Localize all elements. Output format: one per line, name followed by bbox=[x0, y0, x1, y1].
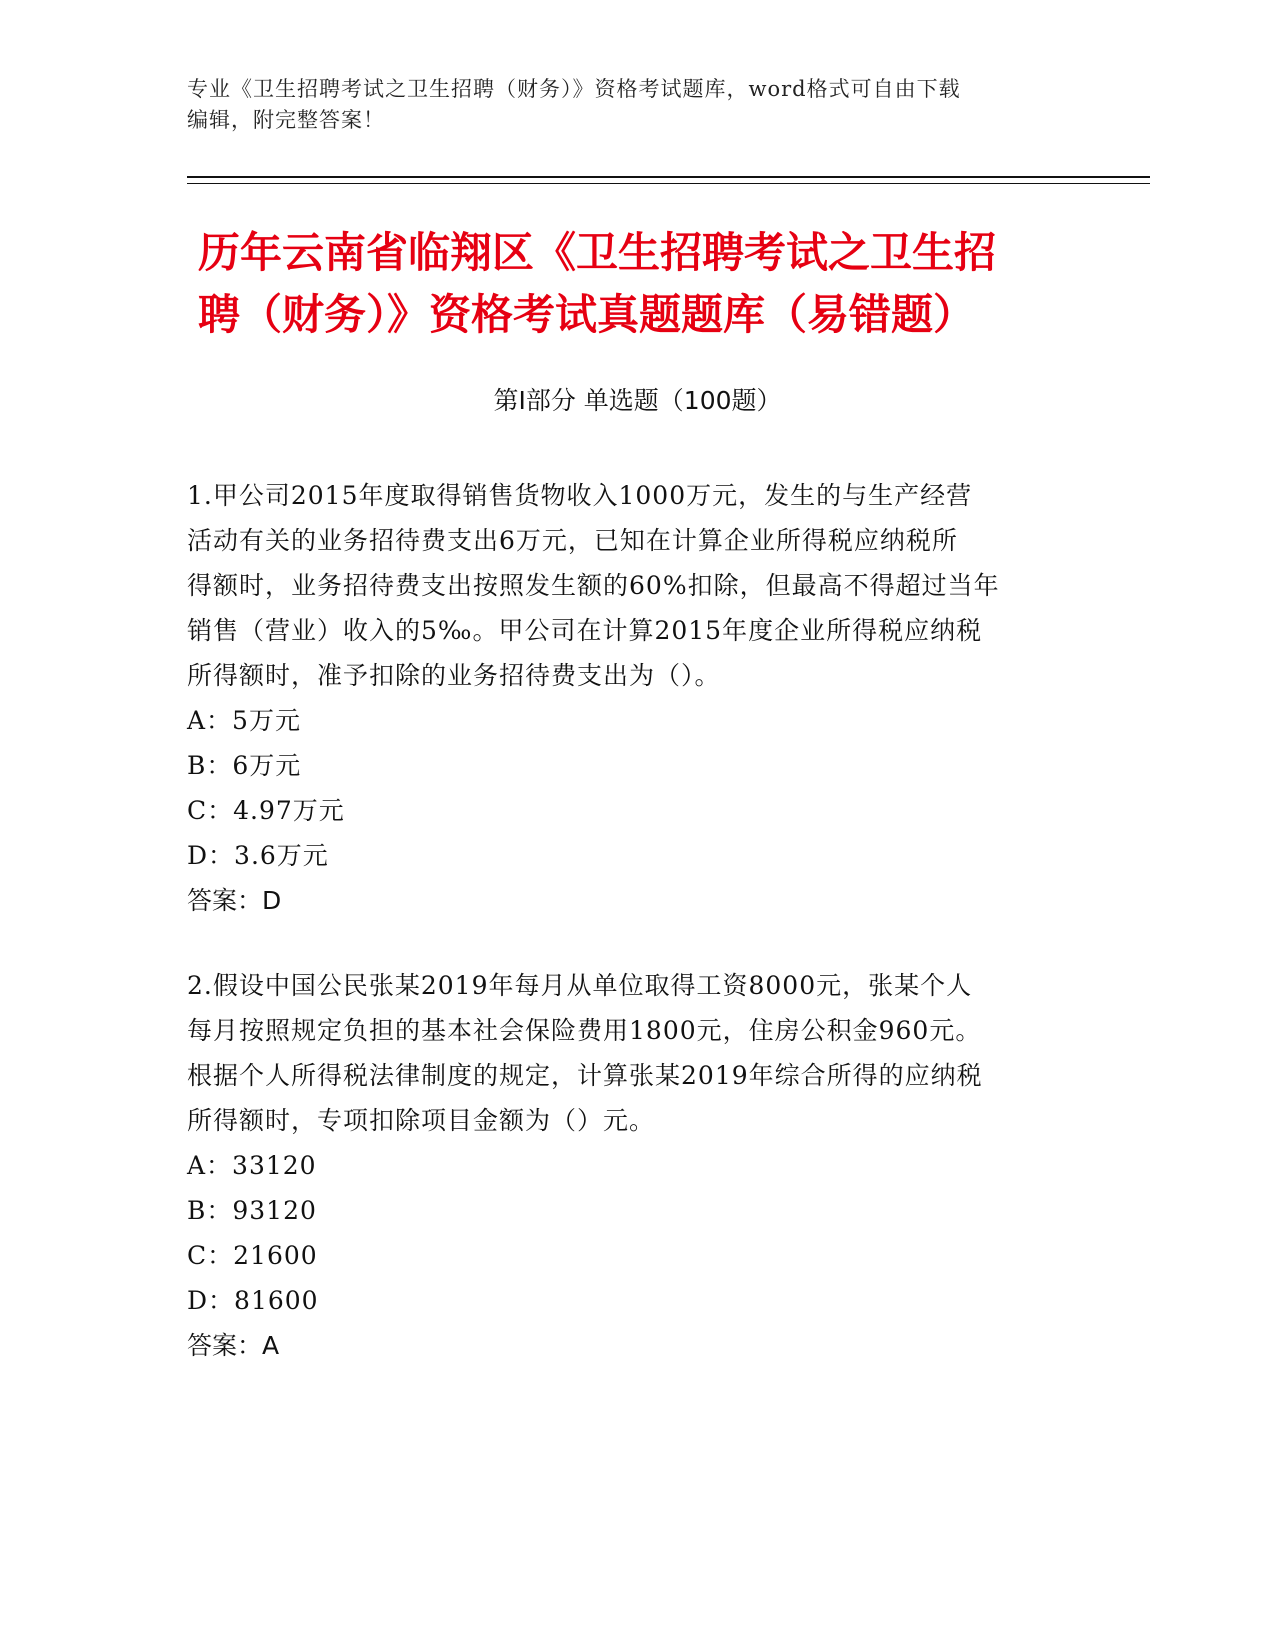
document-title-line-2: 聘（财务）》资格考试真题题库（易错题） bbox=[198, 290, 976, 339]
option-b: B：6万元 bbox=[187, 751, 302, 780]
stem-line: 1.甲公司2015年度取得销售货物收入1000万元，发生的与生产经营 bbox=[187, 481, 973, 510]
document-title bbox=[198, 222, 1098, 346]
answer: 答案：A bbox=[187, 1331, 280, 1360]
header-note bbox=[187, 74, 1087, 136]
stem-line: 活动有关的业务招待费支出6万元，已知在计算企业所得税应纳税所 bbox=[187, 526, 958, 555]
question-list bbox=[187, 473, 1087, 1408]
stem-line: 根据个人所得税法律制度的规定，计算张某2019年综合所得的应纳税 bbox=[187, 1061, 983, 1090]
document-title-line-1: 历年云南省临翔区《卫生招聘考试之卫生招 bbox=[198, 228, 997, 277]
question-1 bbox=[187, 473, 1087, 923]
option-a: A：33120 bbox=[187, 1151, 317, 1180]
option-a: A：5万元 bbox=[187, 706, 301, 735]
stem-line: 得额时，业务招待费支出按照发生额的60%扣除，但最高不得超过当年 bbox=[187, 571, 1000, 600]
question-stem bbox=[187, 473, 1087, 698]
answer: 答案：D bbox=[187, 886, 282, 915]
section-heading: 第Ⅰ部分 单选题（100题） bbox=[493, 386, 782, 415]
header-note-line-1: 专业《卫生招聘考试之卫生招聘（财务）》资格考试题库，word格式可自由下载 bbox=[187, 77, 961, 101]
option-d: D：81600 bbox=[187, 1286, 319, 1315]
header-divider-thin bbox=[187, 183, 1150, 184]
option-b: B：93120 bbox=[187, 1196, 317, 1225]
stem-line: 所得额时，准予扣除的业务招待费支出为（）。 bbox=[187, 661, 721, 690]
option-c: C：21600 bbox=[187, 1241, 318, 1270]
question-2 bbox=[187, 963, 1087, 1368]
option-c: C：4.97万元 bbox=[187, 796, 345, 825]
header-note-line-2: 编辑，附完整答案！ bbox=[187, 108, 385, 132]
header-divider-thick bbox=[187, 176, 1150, 178]
stem-line: 每月按照规定负担的基本社会保险费用1800元，住房公积金960元。 bbox=[187, 1016, 982, 1045]
stem-line: 所得额时，专项扣除项目金额为（）元。 bbox=[187, 1106, 656, 1135]
stem-line: 销售（营业）收入的5‰。甲公司在计算2015年度企业所得税应纳税 bbox=[187, 616, 983, 645]
option-d: D：3.6万元 bbox=[187, 841, 329, 870]
stem-line: 2.假设中国公民张某2019年每月从单位取得工资8000元，张某个人 bbox=[187, 971, 973, 1000]
question-stem bbox=[187, 963, 1087, 1143]
